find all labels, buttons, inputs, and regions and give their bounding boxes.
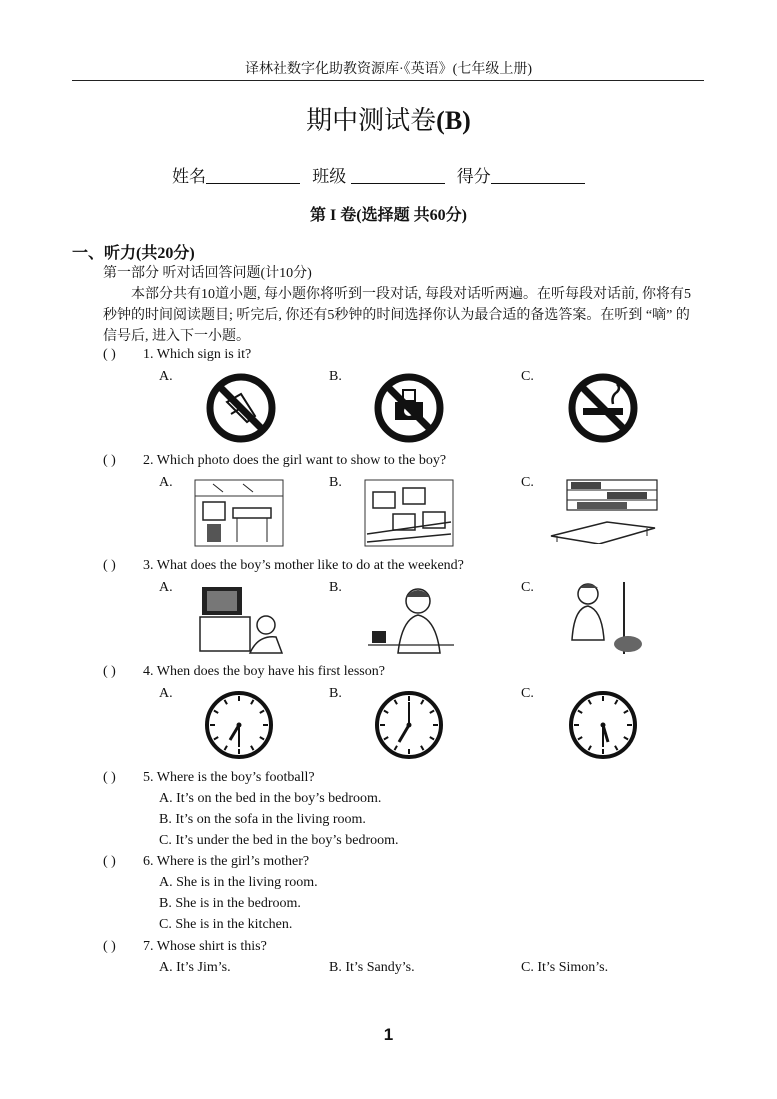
- answer-paren[interactable]: ( ): [103, 347, 116, 362]
- clock-730-icon: [203, 689, 275, 761]
- answer-paren[interactable]: ( ): [103, 453, 116, 468]
- question-7: [103, 939, 267, 955]
- class-blank[interactable]: [351, 167, 445, 184]
- header-rule: [72, 80, 704, 81]
- answer-paren[interactable]: ( ): [103, 664, 116, 679]
- question-text: 3. What does the boy’s mother like to do at the weekend?: [143, 558, 464, 573]
- question-1: [103, 347, 251, 363]
- option-text: C. She is in the kitchen.: [159, 917, 293, 932]
- option-label: C.: [521, 580, 534, 595]
- page-title: [0, 100, 777, 137]
- option-label: C.: [521, 475, 534, 490]
- option-label: A.: [159, 686, 173, 701]
- option-label: B.: [329, 475, 342, 490]
- no-smoking-sign-icon: [567, 372, 639, 444]
- question-text: 7. Whose shirt is this?: [143, 939, 267, 954]
- office-room-icon: [193, 478, 285, 548]
- option-text: C. It’s Simon’s.: [521, 960, 609, 975]
- name-label: 姓名: [172, 167, 206, 186]
- section-heading: 一、听力(共20分): [72, 245, 195, 262]
- option-text: A. It’s on the bed in the boy’s bedroom.: [159, 791, 382, 806]
- page-number: 1: [383, 1025, 394, 1044]
- option-label: A.: [159, 475, 173, 490]
- question-3: [103, 558, 464, 574]
- question-2: [103, 453, 446, 469]
- paper-title: 第 I 卷(选择题 共60分): [310, 207, 467, 224]
- question-text: 2. Which photo does the girl want to show to the boy?: [143, 453, 447, 468]
- woman-gardening-icon: [558, 580, 644, 656]
- class-label: 班级: [312, 167, 347, 186]
- question-text: 1. Which sign is it?: [143, 347, 252, 362]
- woman-drinking-tea-icon: [368, 583, 454, 655]
- question-5: [103, 770, 315, 786]
- option-label: B.: [329, 369, 342, 384]
- question-text: 5. Where is the boy’s football?: [143, 770, 315, 785]
- instructions: 本部分共有10道小题, 每小题你将听到一段对话, 每段对话听两遍。在听每段对话前, 你将有5秒钟的时间阅读题目; 听完后, 你还有5秒钟的时间选择你认为最合适的备选答案。在听到 “嘀” 的信号后, 进入下一小题。: [103, 287, 691, 344]
- part-heading: 第一部分 听对话回答问题(计10分): [103, 266, 312, 281]
- computer-room-icon: [363, 478, 455, 548]
- library-room-icon: [547, 478, 659, 544]
- option-label: C.: [521, 369, 534, 384]
- student-info-row: [172, 162, 593, 187]
- option-label: A.: [159, 580, 173, 595]
- score-blank[interactable]: [491, 167, 585, 184]
- answer-paren[interactable]: ( ): [103, 770, 116, 785]
- option-text: C. It’s under the bed in the boy’s bedroom.: [159, 833, 399, 848]
- answer-paren[interactable]: ( ): [103, 939, 116, 954]
- title-suffix: (B): [436, 106, 471, 135]
- title-text: 期中测试卷: [306, 106, 437, 135]
- option-label: B.: [329, 580, 342, 595]
- option-label: B.: [329, 686, 342, 701]
- answer-paren[interactable]: ( ): [103, 558, 116, 573]
- option-text: A. It’s Jim’s.: [159, 960, 231, 975]
- option-text: B. She is in the bedroom.: [159, 896, 301, 911]
- option-label: A.: [159, 369, 173, 384]
- question-text: 4. When does the boy have his first lesson?: [143, 664, 385, 679]
- option-text: A. She is in the living room.: [159, 875, 318, 890]
- option-label: C.: [521, 686, 534, 701]
- score-label: 得分: [456, 167, 491, 186]
- woman-watching-tv-icon: [198, 583, 284, 655]
- question-text: 6. Where is the girl’s mother?: [143, 854, 310, 869]
- no-photography-sign-icon: [373, 372, 445, 444]
- document-header: 译林社数字化助教资源库·《英语》(七年级上册): [245, 62, 532, 77]
- option-text: B. It’s Sandy’s.: [329, 960, 415, 975]
- clock-630-icon: [567, 689, 639, 761]
- no-flying-sign-icon: [205, 372, 277, 444]
- question-4: [103, 664, 385, 680]
- name-blank[interactable]: [206, 167, 300, 184]
- option-text: B. It’s on the sofa in the living room.: [159, 812, 366, 827]
- clock-800-icon: [373, 689, 445, 761]
- answer-paren[interactable]: ( ): [103, 854, 116, 869]
- question-6: [103, 854, 309, 870]
